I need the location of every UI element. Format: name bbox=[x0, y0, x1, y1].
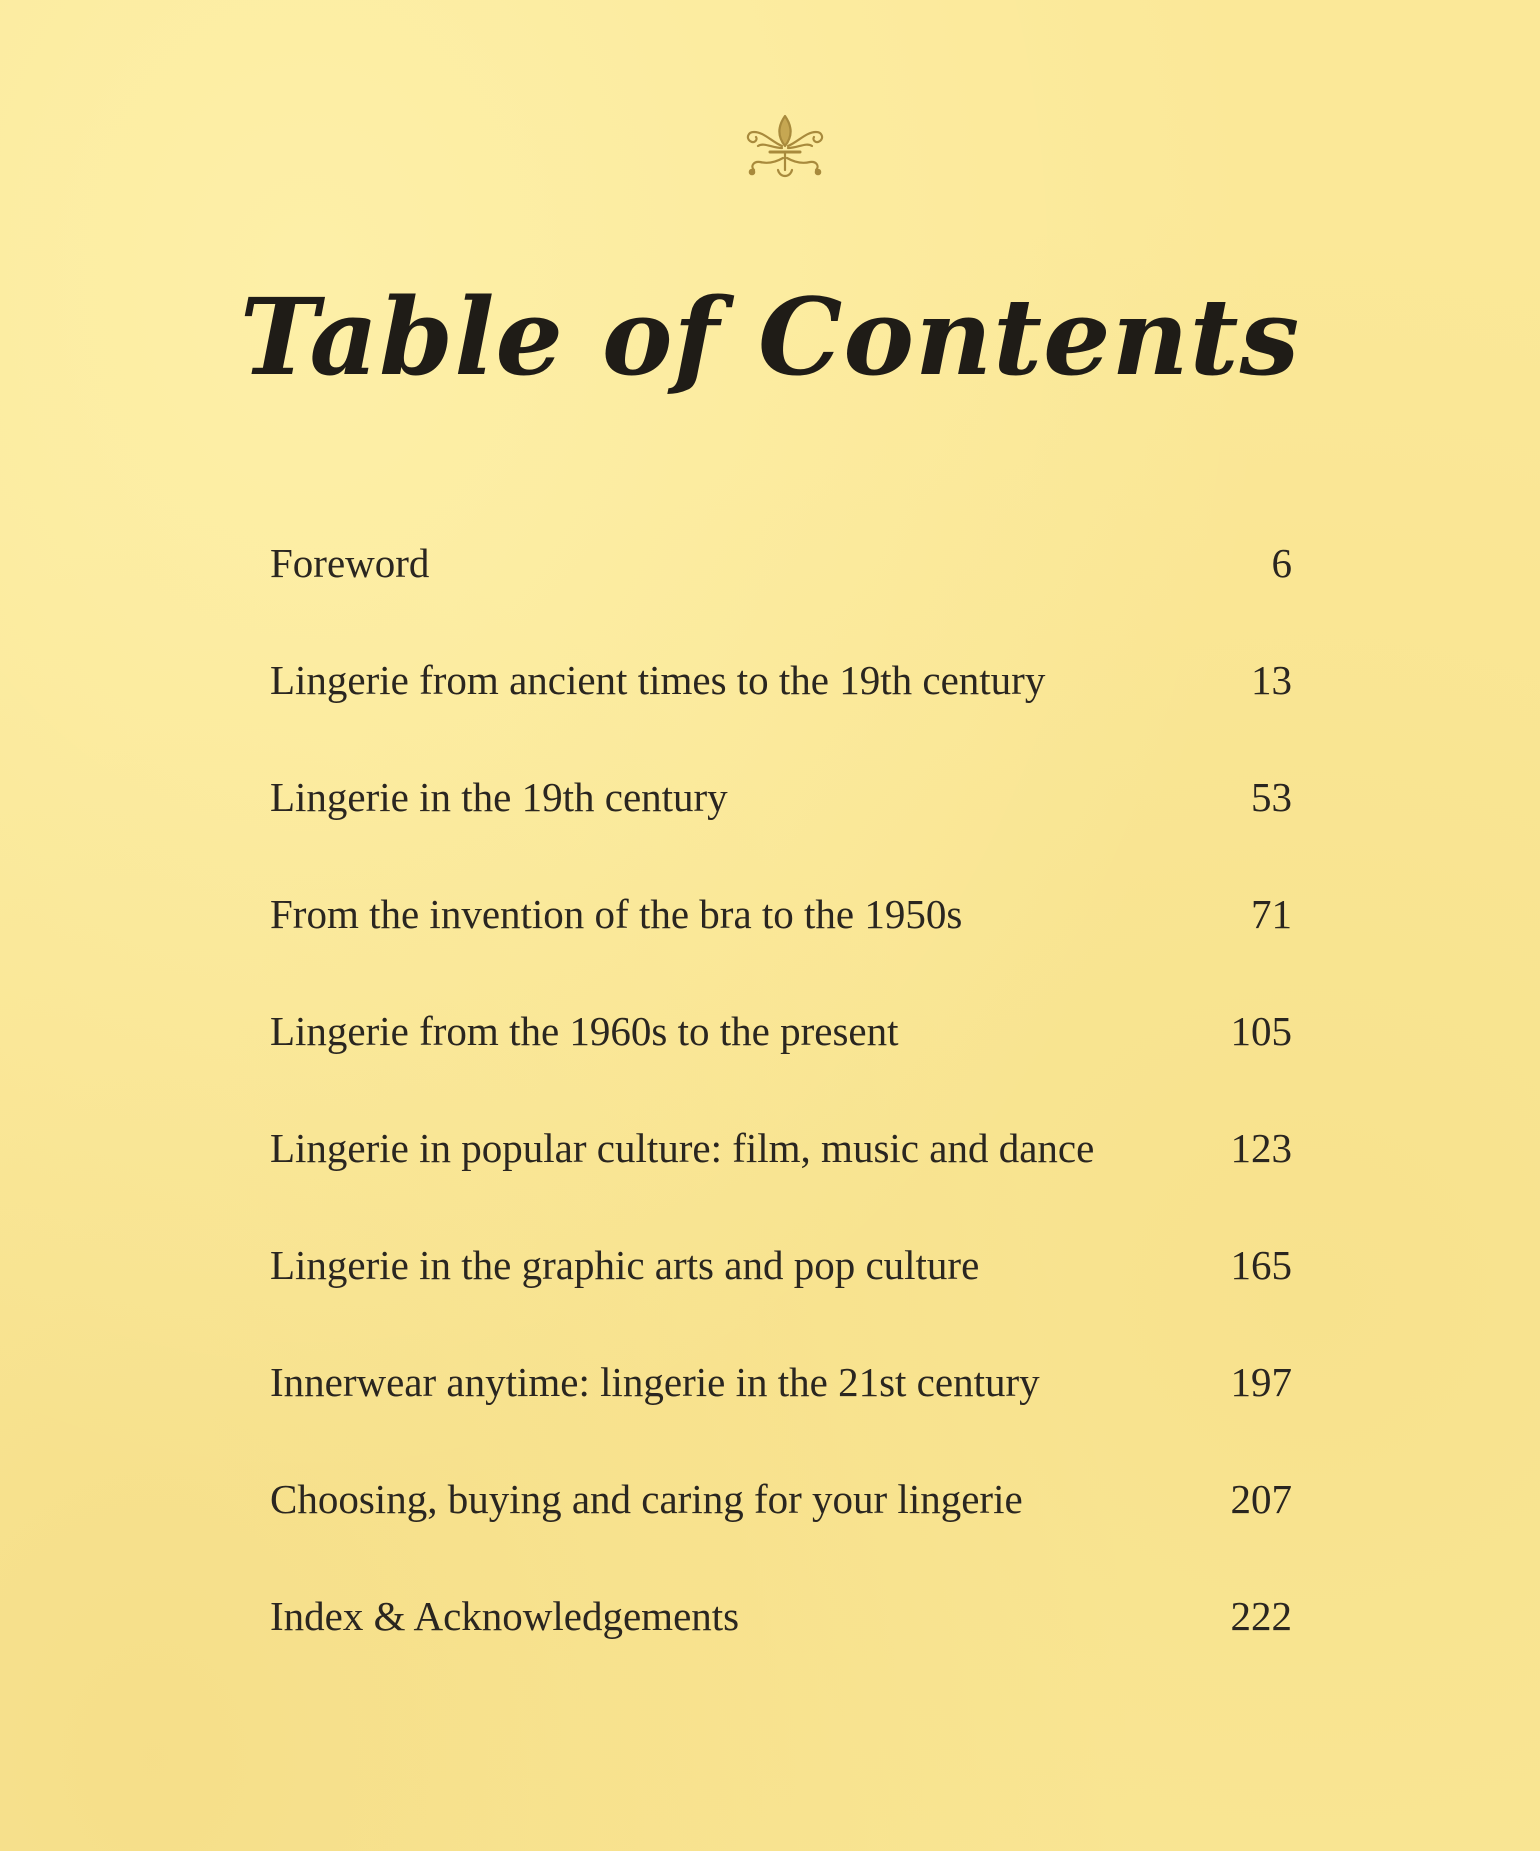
fleur-de-lis-icon bbox=[742, 112, 828, 186]
toc-entry bbox=[270, 1466, 1292, 1583]
toc-entry-page: 165 bbox=[1230, 1242, 1292, 1288]
toc-entry-title: Lingerie in popular culture: film, music and dance bbox=[270, 1125, 1095, 1171]
toc-entry-title: Innerwear anytime: lingerie in the 21st century bbox=[270, 1359, 1040, 1405]
toc-entry-title: From the invention of the bra to the 1950s bbox=[270, 891, 963, 937]
toc-entry-title: Lingerie in the 19th century bbox=[270, 774, 728, 820]
toc-entry bbox=[270, 764, 1292, 881]
toc-entry-title: Index & Acknowledgements bbox=[270, 1593, 740, 1639]
toc-entry-title: Lingerie from the 1960s to the present bbox=[270, 1008, 899, 1054]
toc-entry-page: 123 bbox=[1230, 1125, 1292, 1171]
toc-entry-page: 207 bbox=[1230, 1476, 1292, 1522]
toc-entry-title: Lingerie from ancient times to the 19th century bbox=[270, 657, 1046, 703]
toc-entry-page: 13 bbox=[1251, 657, 1292, 703]
toc-entry-page: 197 bbox=[1230, 1359, 1292, 1405]
toc-entry-page: 222 bbox=[1230, 1593, 1292, 1639]
toc-entry bbox=[270, 530, 1292, 647]
toc-entry-title: Choosing, buying and caring for your lingerie bbox=[270, 1476, 1023, 1522]
toc-entry-page: 53 bbox=[1251, 774, 1292, 820]
toc-entry bbox=[270, 881, 1292, 998]
toc-entry bbox=[270, 998, 1292, 1115]
toc-entry-title: Lingerie in the graphic arts and pop culture bbox=[270, 1242, 980, 1288]
toc-entry bbox=[270, 1232, 1292, 1349]
toc-entry bbox=[270, 1349, 1292, 1466]
page-title: Table of Contents bbox=[239, 274, 1301, 400]
table-of-contents bbox=[270, 530, 1292, 1700]
toc-entry bbox=[270, 1583, 1292, 1700]
toc-entry bbox=[270, 647, 1292, 764]
toc-entry bbox=[270, 1115, 1292, 1232]
toc-entry-page: 6 bbox=[1271, 540, 1292, 586]
toc-entry-page: 71 bbox=[1251, 891, 1292, 937]
toc-entry-title: Foreword bbox=[270, 540, 430, 586]
toc-entry-page: 105 bbox=[1230, 1008, 1292, 1054]
